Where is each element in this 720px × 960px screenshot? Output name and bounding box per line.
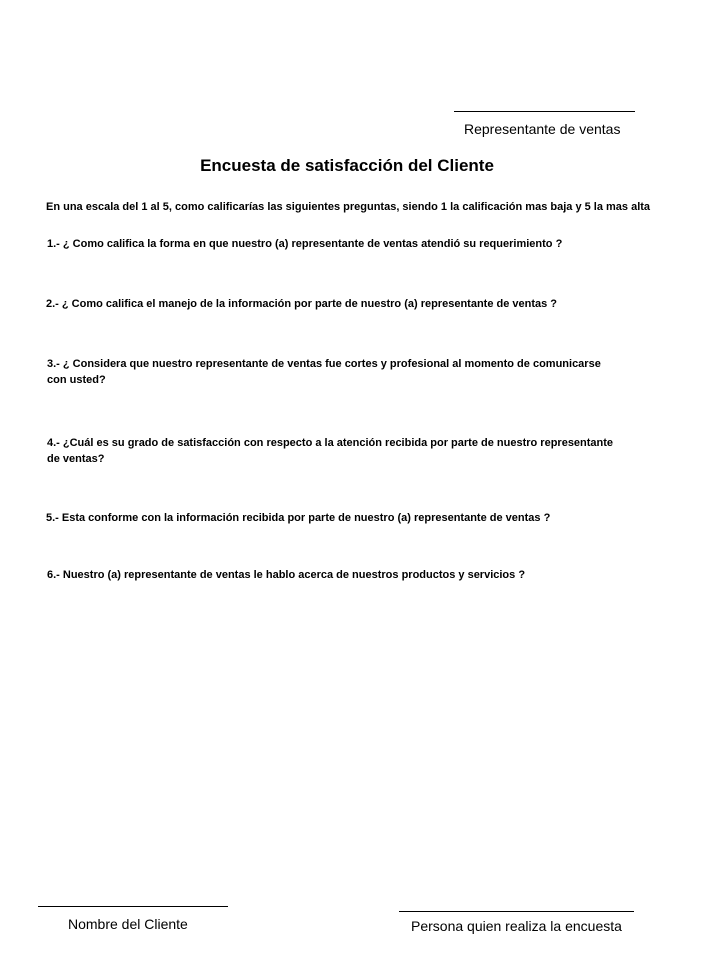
question-5 [46,510,550,526]
sales-rep-signature-label: Representante de ventas [464,121,621,137]
question-1 [47,236,562,252]
surveyor-signature-line [399,911,634,912]
question-line: 1.- ¿ Como califica la forma en que nuestro (a) representante de ventas atendió su requerimiento ? [47,238,563,250]
page-title: Encuesta de satisfacción del Cliente [200,156,494,175]
instructions-text: En una escala del 1 al 5, como calificarías las siguientes preguntas, siendo 1 la calificación mas baja y 5 la mas alta [46,201,651,213]
question-line: 6.- Nuestro (a) representante de ventas le hablo acerca de nuestros productos y servicios ? [47,569,526,581]
question-2 [46,296,557,312]
client-signature-label: Nombre del Cliente [68,916,188,932]
question-line: 2.- ¿ Como califica el manejo de la información por parte de nuestro (a) representante de ventas ? [46,298,558,310]
question-line: 5.- Esta conforme con la información recibida por parte de nuestro (a) representante de ventas ? [46,512,551,524]
question-6 [47,567,525,583]
question-3 [47,356,601,388]
client-signature-line [38,906,228,907]
question-line: 3.- ¿ Considera que nuestro representante de ventas fue cortes y profesional al momento de comunicarse [47,358,601,370]
question-4 [47,435,613,467]
question-line: con usted? [47,374,106,386]
surveyor-signature-label: Persona quien realiza la encuesta [411,918,622,934]
question-line: 4.- ¿Cuál es su grado de satisfacción con respecto a la atención recibida por parte de nuestro representante [47,437,614,449]
sales-rep-signature-line [454,111,635,112]
question-line: de ventas? [47,453,105,465]
